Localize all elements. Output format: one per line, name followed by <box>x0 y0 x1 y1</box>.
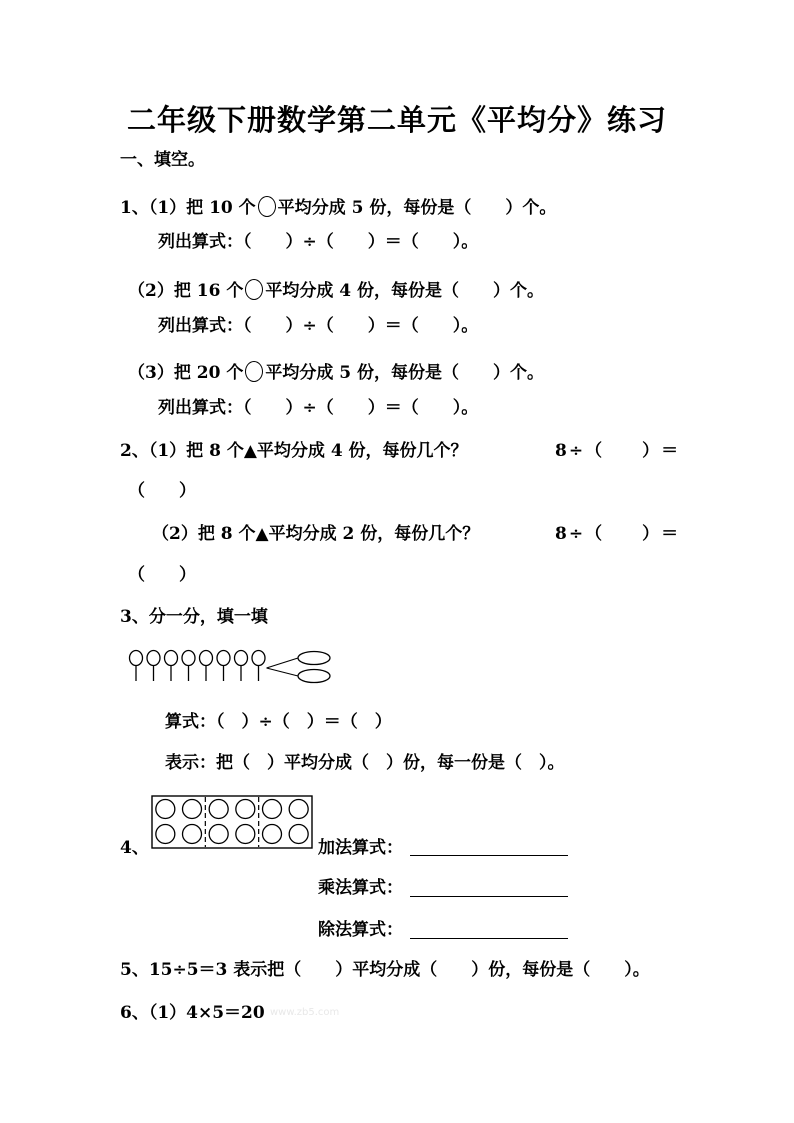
circle-icon <box>245 361 263 382</box>
q3-heading: 3、分一分，填一填 <box>120 607 268 627</box>
q1-part2-formula <box>158 316 478 336</box>
counter-circle <box>209 825 228 844</box>
lollipop-head <box>147 651 160 666</box>
counter-circle <box>263 800 282 819</box>
q6-text: 6、（1）4×5＝20 <box>120 1003 265 1023</box>
q1-part2-line <box>128 279 544 301</box>
express-label: 表示： <box>165 753 216 773</box>
lollipop-head <box>217 651 230 666</box>
q4-number: 4、 <box>120 838 149 858</box>
counter-circle <box>289 825 308 844</box>
counter-circle <box>236 825 255 844</box>
multiplication-formula-label: 乘法算式： <box>318 878 403 898</box>
counter-circle <box>183 825 202 844</box>
counter-circle <box>156 800 175 819</box>
formula-blank: （ ）÷（ ）＝（ ）。 <box>243 232 479 252</box>
counter-circle <box>236 800 255 819</box>
circle-icon <box>245 279 263 300</box>
counter-circle <box>209 800 228 819</box>
formula-label: 列出算式： <box>158 232 243 252</box>
q1-part3-formula <box>158 398 478 418</box>
q1-part3-line <box>128 361 544 383</box>
q1-part1-line <box>120 196 556 218</box>
q2-part1-text: 2、（1）把 8 个▲平均分成 4 份，每份几个？ <box>120 441 468 461</box>
circle-icon <box>258 196 276 217</box>
q1-part1-formula <box>158 232 478 252</box>
q3-formula <box>165 712 392 732</box>
watermark: www.zb5.com <box>270 1007 340 1018</box>
lollipop-head <box>200 651 213 666</box>
split-line-upper <box>267 658 299 668</box>
formula-blank: （ ）÷（ ）＝（ ）。 <box>243 398 479 418</box>
q1-part2-prefix: （2）把 16 个 <box>128 281 244 301</box>
lollipop-head <box>130 651 143 666</box>
q1-part3-prefix: （3）把 20 个 <box>128 363 244 383</box>
addition-answer-line[interactable] <box>410 855 568 856</box>
split-line-lower <box>267 668 299 676</box>
formula-label: 算式： <box>165 712 216 732</box>
q2-part2-text: （2）把 8 个▲平均分成 2 份，每份几个？ <box>152 524 480 544</box>
group-oval <box>298 652 330 665</box>
section-heading-fill-in: 一、填空。 <box>120 150 205 170</box>
formula-blank: （ ）÷（ ）＝（ ）。 <box>243 316 479 336</box>
formula-label: 列出算式： <box>158 316 243 336</box>
multiplication-answer-line[interactable] <box>410 896 568 897</box>
q1-part1-suffix: 平均分成 5 份，每份是（ ）个。 <box>277 198 557 218</box>
lollipop-head <box>165 651 178 666</box>
q2-part2-answer-blank: （ ） <box>128 565 196 585</box>
counter-circle <box>183 800 202 819</box>
counter-circle <box>289 800 308 819</box>
q2-part2-expression: 8÷（ ）＝ <box>555 524 681 544</box>
formula-label: 列出算式： <box>158 398 243 418</box>
grouped-circles-diagram <box>151 795 313 849</box>
page-title: 二年级下册数学第二单元《平均分》练习 <box>126 103 667 137</box>
lollipop-diagram <box>128 648 338 688</box>
group-oval <box>298 670 330 683</box>
circles-frame <box>152 796 312 848</box>
division-answer-line[interactable] <box>410 938 568 939</box>
q2-part1-answer-blank: （ ） <box>128 481 196 501</box>
lollipop-head <box>235 651 248 666</box>
lollipop-head <box>182 651 195 666</box>
lollipop-head <box>252 651 265 666</box>
q5-text: 5、15÷5＝3 表示把（ ）平均分成（ ）份，每份是（ ）。 <box>120 960 650 980</box>
addition-formula-label: 加法算式： <box>318 838 403 858</box>
q1-part1-prefix: 1、（1）把 10 个 <box>120 198 256 218</box>
q1-part2-suffix: 平均分成 4 份，每份是（ ）个。 <box>265 281 544 301</box>
counter-circle <box>263 825 282 844</box>
formula-blank: （ ）÷（ ）＝（ ） <box>216 712 392 732</box>
q2-part1-expression: 8÷（ ）＝ <box>555 441 681 461</box>
express-text: 把（ ）平均分成（ ）份，每一份是（ ）。 <box>216 753 565 773</box>
q1-part3-suffix: 平均分成 5 份，每份是（ ）个。 <box>265 363 544 383</box>
division-formula-label: 除法算式： <box>318 920 403 940</box>
q3-expression <box>165 753 565 773</box>
counter-circle <box>156 825 175 844</box>
